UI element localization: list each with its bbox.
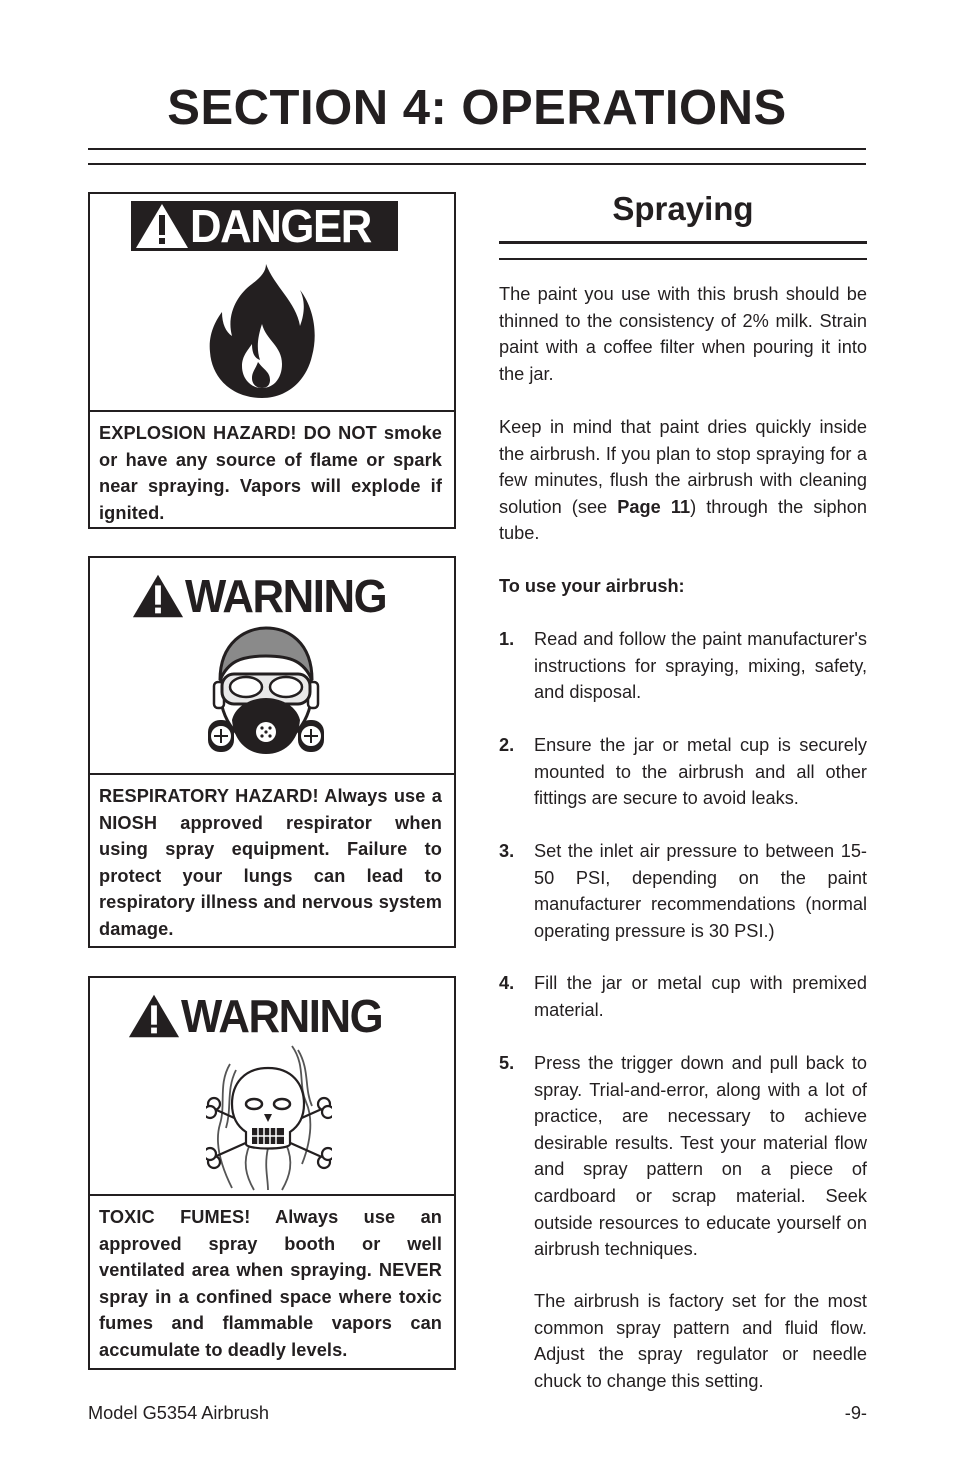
toxic-warning-box — [88, 976, 456, 1370]
warning-signal-word-panel — [127, 988, 407, 1044]
respiratory-warning-box — [88, 556, 456, 948]
danger-signal-word-panel — [131, 201, 398, 251]
respiratory-image-area — [90, 558, 454, 775]
alert-triangle-icon — [131, 572, 185, 620]
warning-signal-word: WARNING — [181, 990, 383, 1042]
respirator-icon — [206, 624, 326, 764]
step-number: 2. — [499, 735, 515, 755]
warning-signal-word: WARNING — [185, 570, 387, 622]
step-number: 4. — [499, 973, 515, 993]
spraying-paragraph-2: Keep in mind that paint dries quickly inside the airbrush. If you plan to stop spraying for a few minutes, flush the airbrush with cleaning solution (see Page 11) through the siphon tube. — [499, 417, 867, 544]
danger-image-area — [90, 194, 454, 412]
step-text: Set the inlet air pressure to between 15-50 PSI, depending on the paint manufacturer recommendations (normal operating pressure is 30 PSI.) — [534, 841, 867, 941]
factory-setting-note: The airbrush is factory set for the most common spray pattern and fluid flow. Adjust the spray regulator or needle chuck to change this setting. — [534, 1291, 867, 1391]
toxic-warning-message: TOXIC FUMES! Always use an approved spray booth or well ventilated area when spraying. NEVER spray in a confined space where toxic fumes and flammable vapors can accumulate to deadly levels. — [99, 1207, 442, 1360]
alert-triangle-icon — [127, 992, 181, 1040]
step-text: Press the trigger down and pull back to spray. Trial-and-error, along with a lot of practice, are necessary to achieve desirable results. Test your material flow and spray pattern on a piece of cardboard or scrap material. Seek outside resources to educate yourself on airbrush techniques. — [534, 1053, 867, 1260]
step-text: Read and follow the paint manufacturer's instructions for spraying, mixing, safety, and disposal. — [534, 629, 867, 703]
flame-icon — [208, 264, 316, 400]
step-text: Ensure the jar or metal cup is securely mounted to the airbrush and all other fittings are secure to avoid leaks. — [534, 735, 867, 809]
section-title: SECTION 4: OPERATIONS — [167, 81, 787, 135]
step-4 — [499, 970, 867, 1023]
toxic-image-area — [90, 978, 454, 1196]
spraying-heading: Spraying — [612, 190, 754, 227]
title-rule-upper — [88, 148, 866, 150]
danger-message: EXPLOSION HAZARD! DO NOT smoke or have any source of flame or spark near spraying. Vapors will explode if ignited. — [99, 423, 442, 523]
step-5 — [499, 1050, 867, 1263]
warning-signal-word-panel — [131, 568, 411, 624]
title-rule-lower — [88, 163, 866, 165]
step-3 — [499, 838, 867, 944]
step-2 — [499, 732, 867, 812]
spraying-rule-upper — [499, 241, 867, 244]
respiratory-warning-message: RESPIRATORY HAZARD! Always use a NIOSH approved respirator when using spray equipment. Failure to protect your lungs can lead to respiratory illness and nervous system damage. — [99, 786, 442, 939]
spraying-rule-lower — [499, 258, 867, 260]
alert-triangle-icon — [134, 202, 190, 250]
footer-model: Model G5354 Airbrush — [88, 1403, 269, 1423]
step-number: 5. — [499, 1053, 515, 1073]
step-text: Fill the jar or metal cup with premixed material. — [534, 973, 867, 1020]
danger-box — [88, 192, 456, 529]
spraying-paragraph-1: The paint you use with this brush should be thinned to the consistency of 2% milk. Strain paint with a coffee filter when pouring it into the jar. — [499, 284, 867, 384]
step-number: 1. — [499, 629, 515, 649]
toxic-skull-icon — [206, 1044, 332, 1192]
danger-signal-word: DANGER — [190, 200, 371, 252]
step-number: 3. — [499, 841, 515, 861]
page-reference: Page 11 — [617, 496, 691, 517]
footer-page-number: -9- — [844, 1403, 867, 1423]
step-1 — [499, 626, 867, 706]
steps-heading: To use your airbrush: — [499, 576, 685, 596]
